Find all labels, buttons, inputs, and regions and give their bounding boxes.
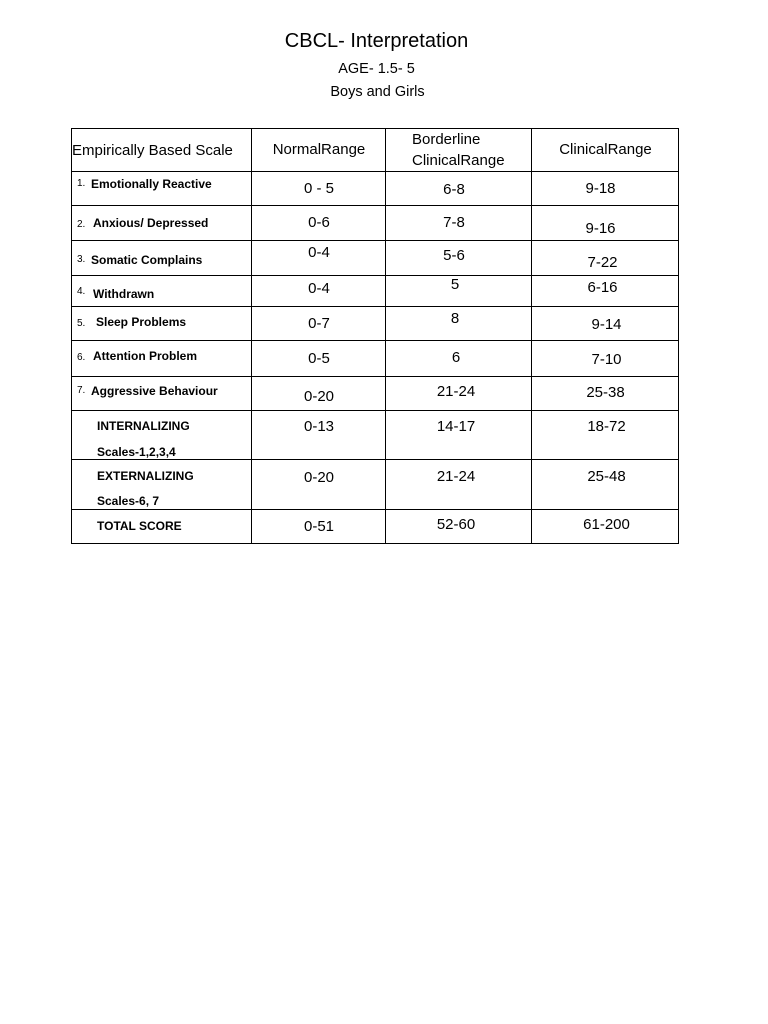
- document-title: CBCL- Interpretation: [284, 30, 469, 52]
- header-borderline-line1: Borderline: [412, 131, 481, 148]
- summary-sub-internalizing: Scales-1,2,3,4: [97, 445, 176, 459]
- header-borderline-line2: ClinicalRange: [412, 152, 505, 169]
- borderline-value: 21-24: [436, 383, 476, 400]
- clinical-value: 25-48: [587, 468, 626, 485]
- scale-label: Somatic Complains: [91, 253, 203, 267]
- scale-label: Attention Problem: [93, 349, 197, 363]
- borderline-value: 52-60: [436, 516, 476, 533]
- borderline-value: 6: [451, 349, 461, 366]
- row-divider: [71, 410, 679, 411]
- row-number: 4.: [77, 286, 86, 297]
- row-number: 6.: [77, 352, 86, 363]
- scale-label: Aggressive Behaviour: [91, 384, 218, 398]
- row-number: 7.: [77, 385, 86, 396]
- scale-label: Withdrawn: [93, 287, 155, 301]
- row-number: 2.: [77, 219, 86, 230]
- borderline-value: 6-8: [443, 181, 465, 198]
- scale-label: Emotionally Reactive: [91, 177, 212, 191]
- normal-value: 0-20: [303, 388, 335, 405]
- clinical-value: 9-16: [585, 220, 616, 237]
- row-divider: [71, 240, 679, 241]
- normal-value: 0-6: [308, 214, 330, 231]
- header-clinical-range: ClinicalRange: [559, 141, 652, 158]
- normal-value: 0-51: [303, 518, 335, 535]
- row-number: 3.: [77, 254, 86, 265]
- summary-sub-externalizing: Scales-6, 7: [97, 494, 160, 508]
- row-divider: [71, 171, 679, 172]
- borderline-value: 7-8: [443, 214, 465, 231]
- scale-label: Anxious/ Depressed: [93, 216, 209, 230]
- borderline-value: 21-24: [436, 468, 476, 485]
- summary-label-externalizing: EXTERNALIZING: [97, 469, 194, 483]
- clinical-value: 61-200: [583, 516, 630, 533]
- normal-value: 0-7: [308, 315, 330, 332]
- summary-label-total-score: TOTAL SCORE: [97, 519, 182, 533]
- row-divider: [71, 376, 679, 377]
- clinical-value: 7-22: [587, 254, 618, 271]
- scale-label: Sleep Problems: [96, 315, 187, 329]
- row-divider: [71, 306, 679, 307]
- borderline-value: 5: [450, 276, 460, 293]
- normal-value: 0-4: [308, 280, 330, 297]
- clinical-value: 7-10: [591, 351, 622, 368]
- table-border-bottom: [71, 543, 679, 544]
- header-normal-range: NormalRange: [272, 141, 366, 158]
- normal-value: 0 - 5: [303, 180, 334, 197]
- summary-label-internalizing: INTERNALIZING: [97, 419, 190, 433]
- clinical-value: 25-38: [586, 384, 625, 401]
- age-subtitle: AGE- 1.5- 5: [338, 61, 415, 77]
- clinical-value: 18-72: [587, 418, 626, 435]
- table-border-left: [71, 128, 72, 544]
- row-divider: [71, 205, 679, 206]
- gender-subtitle: Boys and Girls: [330, 84, 425, 100]
- clinical-value: 9-18: [585, 180, 616, 197]
- normal-value: 0-13: [303, 418, 335, 435]
- normal-value: 0-20: [303, 469, 335, 486]
- normal-value: 0-5: [308, 350, 330, 367]
- interpretation-table: [71, 128, 679, 544]
- clinical-value: 6-16: [587, 279, 618, 296]
- borderline-value: 14-17: [436, 418, 476, 435]
- row-number: 1.: [77, 178, 86, 189]
- table-border-top: [71, 128, 679, 129]
- row-divider: [71, 509, 679, 510]
- borderline-value: 5-6: [443, 247, 465, 264]
- normal-value: 0-4: [308, 244, 330, 261]
- header-scale: Empirically Based Scale: [72, 142, 233, 159]
- clinical-value: 9-14: [591, 316, 622, 333]
- row-divider: [71, 340, 679, 341]
- row-divider: [71, 275, 679, 276]
- borderline-value: 8: [450, 310, 460, 327]
- row-number: 5.: [77, 318, 86, 329]
